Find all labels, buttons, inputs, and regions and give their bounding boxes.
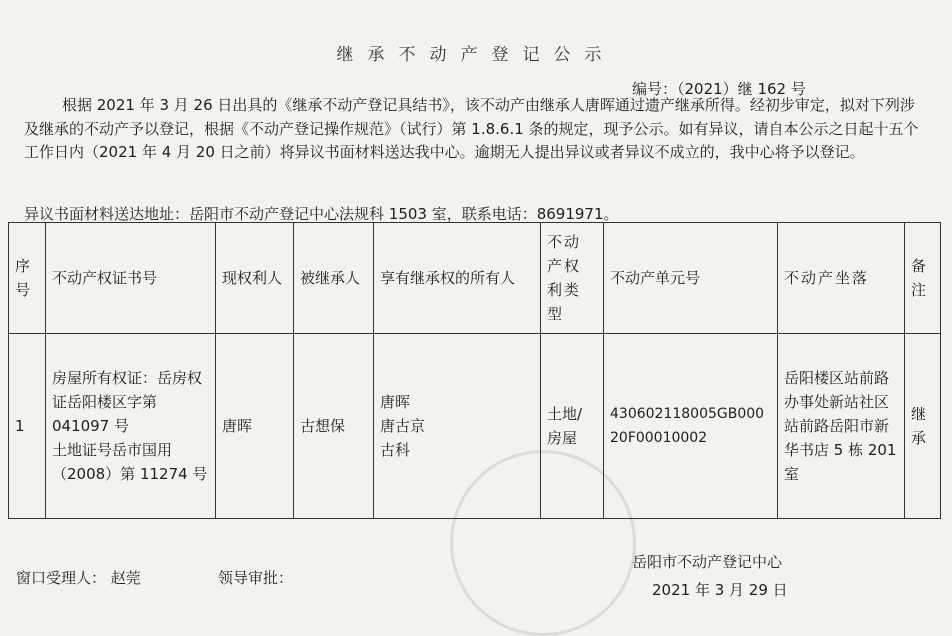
cell-heirs [374,334,541,519]
window-staff-name: 赵莞 [110,569,141,587]
cert-land: 土地证号岳市国用（2008）第 11274 号 [52,441,208,483]
heir-item: 唐古京 [380,417,426,435]
header-right-type: 不动产权利类型 [541,223,604,334]
cell-cert-no [46,334,216,519]
issue-date: 2021 年 3 月 29 日 [652,581,788,599]
table-header-row [9,223,941,334]
header-heirs: 享有继承权的所有人 [374,223,541,334]
header-cert-no: 不动产权证书号 [46,223,216,334]
window-staff [16,567,141,588]
objection-address: 异议书面材料送达地址：岳阳市不动产登记中心法规科 1503 室，联系电话：8691971。 [24,205,619,223]
issuing-organization: 岳阳市不动产登记中心 [632,553,783,571]
table-row [9,334,941,519]
header-unit-no: 不动产单元号 [604,223,778,334]
notice-paragraph: 根据 2021 年 3 月 26 日出具的《继承不动产登记具结书》，该不动产由继承人唐晖通过遗产继承所得。经初步审定，拟对下列涉及继承的不动产予以登记，根据《不动产登记操作规范》（试行）第 1.8.6.1 条的规定，现予公示。如有异议，请自本公示之日起十五个工作日内（2021 年 4 月 20 日之前）将异议书面材料送达我中心。逾期无人提出异议或者异议不成立的，我中心将予以登记。 [24,96,919,162]
cell-index: 1 [9,334,46,519]
document-number: 编号：（2021）继 162 号 [632,80,806,98]
cell-location: 岳阳楼区站前路办事处新站社区站前路岳阳市新华书店 5 栋 201 室 [778,334,905,519]
header-current-holder: 现权利人 [216,223,294,334]
header-index: 序号 [9,223,46,334]
heir-item: 唐晖 [380,393,411,411]
header-note: 备注 [905,223,941,334]
cert-house: 房屋所有权证：岳房权证岳阳楼区字第 041097 号 [52,369,203,435]
header-location: 不动产坐落 [778,223,905,334]
cell-right-type: 土地/房屋 [541,334,604,519]
notice-title: 继承不动产登记公示 [336,45,616,65]
heir-item: 古科 [380,441,411,459]
leader-review-label: 领导审批： [218,569,294,587]
cell-deceased: 古想保 [294,334,374,519]
cell-note: 继承 [905,334,941,519]
cell-unit-no: 430602118005GB00020F00010002 [604,334,778,519]
inheritance-table [8,222,941,519]
cell-current-holder: 唐晖 [216,334,294,519]
window-staff-label: 窗口受理人： [16,569,107,587]
header-deceased: 被继承人 [294,223,374,334]
